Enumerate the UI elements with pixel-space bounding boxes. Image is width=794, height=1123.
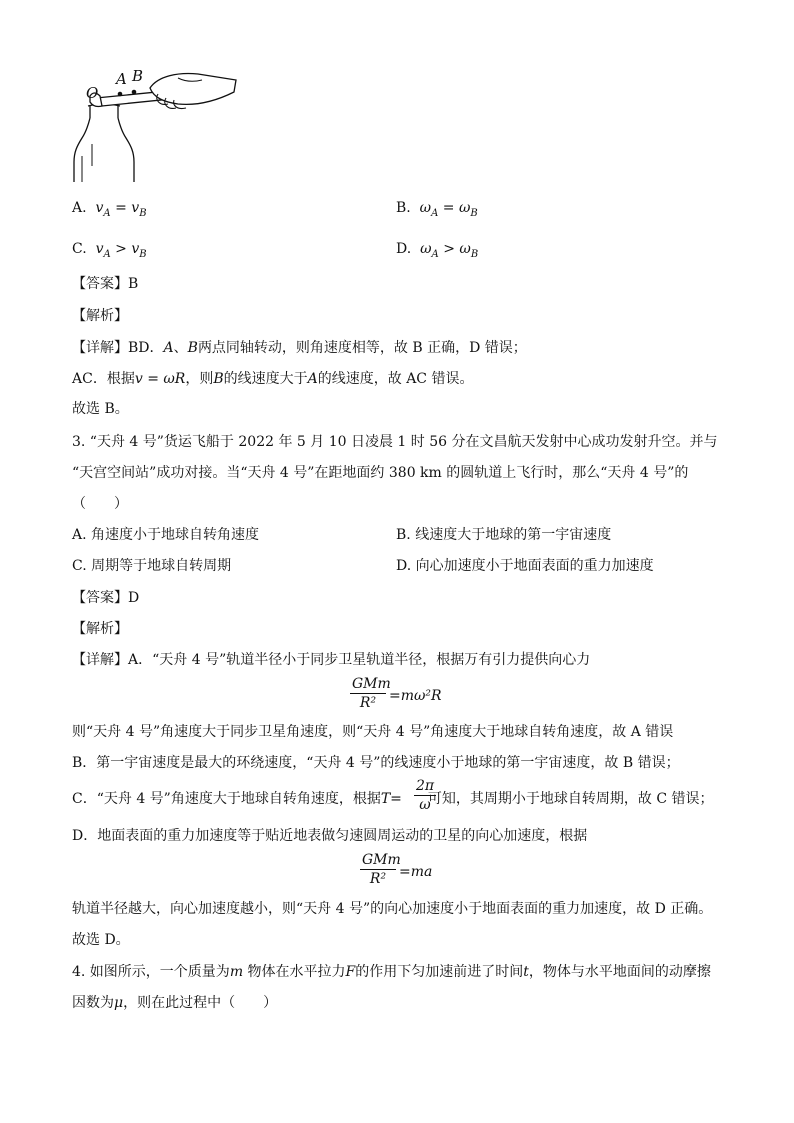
q3-option-c: C. 周期等于地球自转周期 (72, 558, 232, 574)
q3-analysis-tag: 【解析】 (72, 621, 128, 637)
label-B: B (132, 67, 144, 85)
q3-line-c: C．“天舟 4 号”角速度大于地球自转角速度，根据T= 可知，其周期小于地球自转周期，故 C 错误； (72, 791, 714, 807)
q2-conclusion: 故选 B。 (72, 401, 129, 417)
eq2-rhs: =ma (399, 864, 433, 880)
q3-detail-a: 【详解】A．“天舟 4 号”轨道半径小于同步卫星轨道半径，根据万有引力提供向心力 (72, 652, 591, 668)
eq1-fraction: GMm R² (352, 676, 391, 711)
q3-option-d: D. 向心加速度小于地面表面的重力加速度 (396, 558, 654, 574)
q2-answer: 【答案】B (72, 276, 139, 292)
q2-option-d: D. $\omega_A > \omega_B$ (396, 241, 479, 260)
q4-stem-line2: 因数为μ，则在此过程中（ ） (72, 995, 278, 1011)
q4-stem-line1: 4. 如图所示，一个质量为m 物体在水平拉力F的作用下匀加速前进了时间t，物体与水平地面间的动摩擦 (72, 964, 711, 980)
q3-answer: 【答案】D (72, 590, 140, 606)
q2-option-c: C. $v_A > v_B$ (72, 241, 147, 260)
q3-stem-line2: “天宫空间站”成功对接。当“天舟 4 号”在距地面约 380 km 的圆轨道上飞行时，那么“天舟 4 号”的 (72, 465, 689, 481)
q3-option-b: B. 线速度大于地球的第一宇宙速度 (396, 527, 612, 543)
q2-option-b: B. $\omega_A = \omega_B$ (396, 200, 478, 219)
q3-line-d: D．地面表面的重力加速度等于贴近地表做匀速圆周运动的卫星的向心加速度，根据 (72, 828, 588, 844)
q2-detail-line1: 【详解】BD．A、B两点同轴转动，则角速度相等，故 B 正确，D 错误； (72, 340, 527, 356)
label-A: A (116, 70, 127, 88)
q3-line-a2: 则“天舟 4 号”角速度大于同步卫星角速度，则“天舟 4 号”角速度大于地球自转角速度，故 A 错误 (72, 724, 674, 740)
q3-line-d2: 轨道半径越大，向心加速度越小，则“天舟 4 号”的向心加速度小于地面表面的重力加速度，故 D 正确。 (72, 901, 713, 917)
eq1-rhs: =mω²R (389, 688, 442, 704)
q3-stem-line3: （ ） (72, 496, 128, 512)
q3-option-a: A. 角速度小于地球自转角速度 (72, 527, 260, 543)
label-O: O (86, 84, 99, 102)
period-fraction: 2π ω (416, 778, 435, 813)
q2-option-a: A. $v_A = v_B$ (72, 200, 147, 219)
q2-detail-line2: AC．根据v = ωR，则B的线速度大于A的线速度，故 AC 错误。 (72, 371, 474, 387)
eq2-fraction: GMm R² (362, 852, 401, 887)
q2-analysis-tag: 【解析】 (72, 308, 128, 324)
q3-conclusion: 故选 D。 (72, 932, 130, 948)
q3-line-b: B．第一宇宙速度是最大的环绕速度，“天舟 4 号”的线速度小于地球的第一宇宙速度，故 B 错误； (72, 755, 680, 771)
q3-stem-line1: 3. “天舟 4 号”货运飞船于 2022 年 5 月 10 日凌晨 1 时 56 分在文昌航天发射中心成功发射升空。并与 (72, 434, 718, 450)
